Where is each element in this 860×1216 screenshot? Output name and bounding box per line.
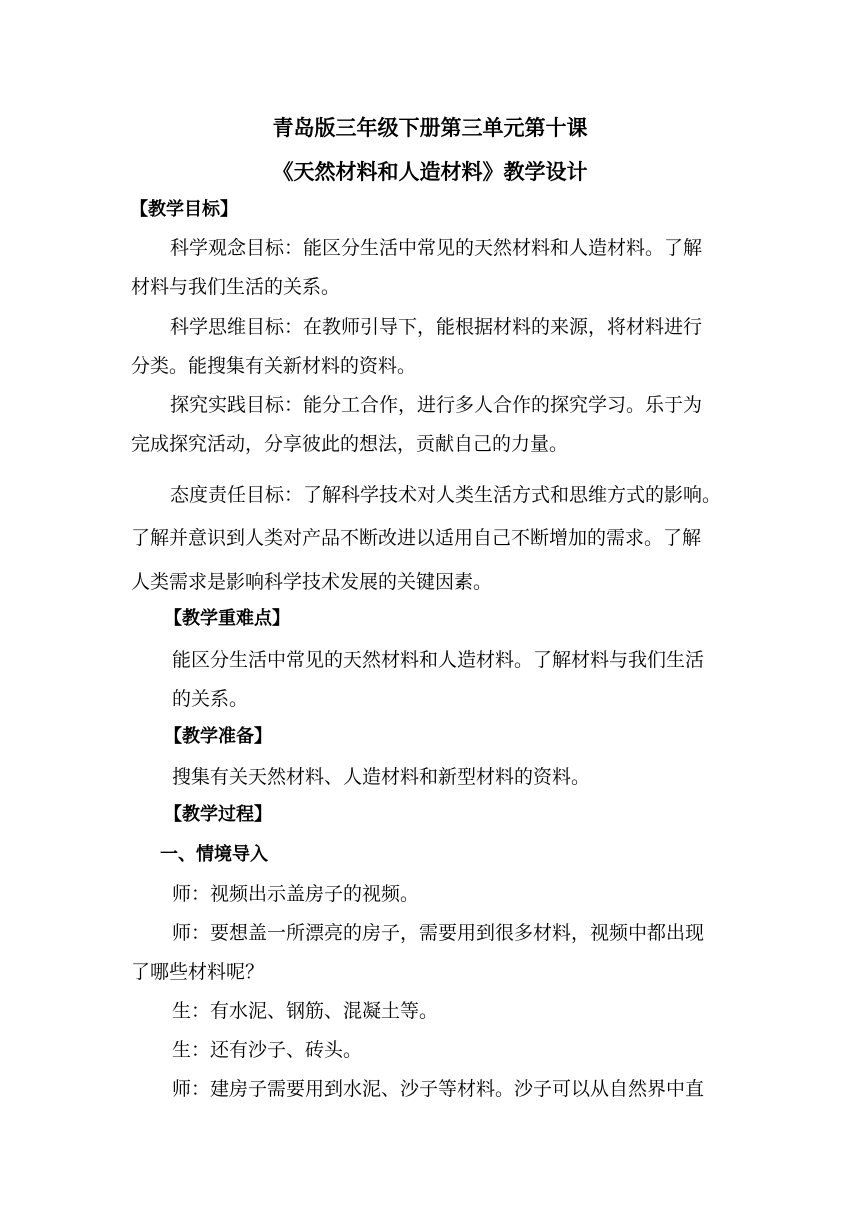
document-title-line-2: 《天然材料和人造材料》教学设计 bbox=[272, 160, 588, 184]
dialogue-line-3: 生：有水泥、钢筋、混凝土等。 bbox=[172, 1000, 439, 1022]
inquiry-practice-objective-line-2: 完成探究活动，分享彼此的想法，贡献自己的力量。 bbox=[131, 433, 569, 455]
attitude-responsibility-objective-line-1: 态度责任目标：了解科学技术对人类生活方式和思维方式的影响。 bbox=[170, 484, 722, 506]
dialogue-line-2b: 了哪些材料呢？ bbox=[131, 961, 265, 983]
process-heading: 【教学过程】 bbox=[164, 804, 272, 825]
preparation-heading: 【教学准备】 bbox=[164, 726, 272, 747]
document-title-line-1: 青岛版三年级下册第三单元第十课 bbox=[272, 116, 588, 140]
inquiry-practice-objective-line-1: 探究实践目标：能分工合作，进行多人合作的探究学习。乐于为 bbox=[170, 394, 703, 416]
dialogue-line-1: 师：视频出示盖房子的视频。 bbox=[172, 883, 420, 905]
science-thinking-objective-line-1: 科学思维目标：在教师引导下，能根据材料的来源，将材料进行 bbox=[170, 316, 703, 338]
science-concept-objective-line-1: 科学观念目标：能区分生活中常见的天然材料和人造材料。了解 bbox=[170, 237, 703, 259]
science-concept-objective-line-2: 材料与我们生活的关系。 bbox=[131, 276, 341, 298]
section-1-heading: 一、情境导入 bbox=[160, 844, 268, 865]
preparation-text: 搜集有关天然材料、人造材料和新型材料的资料。 bbox=[172, 766, 591, 788]
dialogue-line-2a: 师：要想盖一所漂亮的房子，需要用到很多材料，视频中都出现 bbox=[172, 922, 705, 944]
dialogue-line-4: 生：还有沙子、砖头。 bbox=[172, 1039, 363, 1061]
key-points-line-1: 能区分生活中常见的天然材料和人造材料。了解材料与我们生活 bbox=[172, 649, 705, 671]
key-points-line-2: 的关系。 bbox=[172, 688, 249, 710]
science-thinking-objective-line-2: 分类。能搜集有关新材料的资料。 bbox=[131, 355, 417, 377]
key-points-heading: 【教学重难点】 bbox=[164, 608, 290, 629]
attitude-responsibility-objective-line-2: 了解并意识到人类对产品不断改进以适用自己不断增加的需求。了解 bbox=[131, 527, 702, 549]
dialogue-line-5: 师：建房子需要用到水泥、沙子等材料。沙子可以从自然界中直 bbox=[172, 1078, 705, 1100]
objectives-heading: 【教学目标】 bbox=[130, 199, 238, 220]
attitude-responsibility-objective-line-3: 人类需求是影响科学技术发展的关键因素。 bbox=[131, 571, 493, 593]
